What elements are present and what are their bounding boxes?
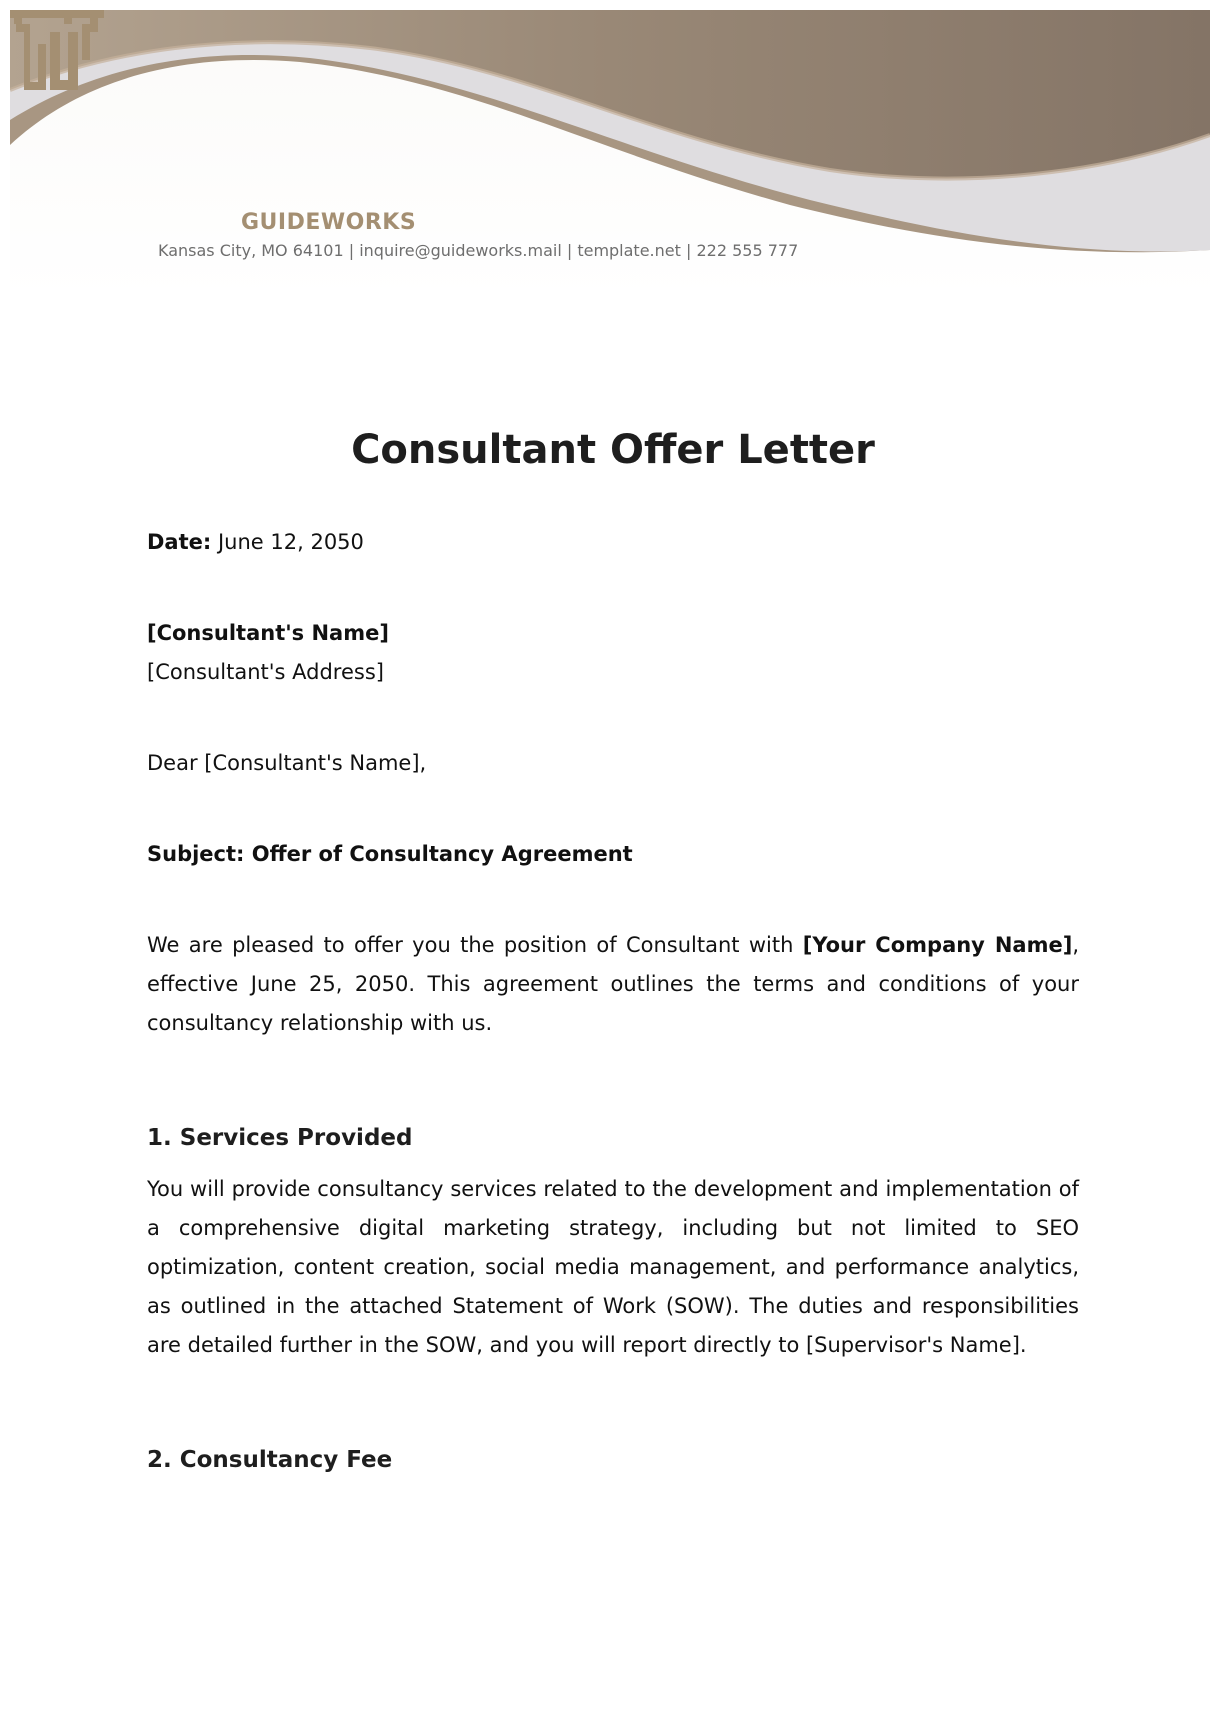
- date-line: [147, 523, 1079, 562]
- contact-line: Kansas City, MO 64101 | inquire@guideworks.mail | template.net | 222 555 777: [158, 241, 799, 260]
- section-heading-fee: 2. Consultancy Fee: [147, 1447, 393, 1473]
- intro-text-end: , effective June 25, 2050. This agreement outlines the terms and conditions of your consultancy relationship with us.: [147, 933, 1079, 1035]
- salutation: Dear [Consultant's Name],: [147, 751, 427, 775]
- section-body-services: You will provide consultancy services related to the development and implementation of a comprehensive digital marketing strategy, including but not limited to SEO optimization, content creation, social media management, and performance analytics, as outlined in the attached Statement of Work (SOW). The duties and responsibilities are detailed further in the SOW, and you will report directly to [Supervisor's Name].: [147, 1177, 1079, 1357]
- letterhead: [10, 10, 1210, 300]
- guideworks-logo-icon: [10, 10, 106, 96]
- letter-body: [147, 420, 1079, 1480]
- consultant-name: [Consultant's Name]: [147, 621, 389, 645]
- intro-text-start: We are pleased to offer you the position of Consultant with: [147, 933, 803, 957]
- consultant-address: [Consultant's Address]: [147, 660, 384, 684]
- date-label: Date:: [147, 530, 212, 554]
- page-title: Consultant Offer Letter: [351, 427, 875, 473]
- company-name-placeholder: [Your Company Name]: [802, 933, 1073, 957]
- section-heading-services: 1. Services Provided: [147, 1125, 413, 1151]
- intro-paragraph: [147, 926, 1079, 1043]
- subject-line: Subject: Offer of Consultancy Agreement: [147, 842, 633, 866]
- brand-name: GUIDEWORKS: [241, 210, 417, 235]
- date-value: June 12, 2050: [217, 530, 364, 554]
